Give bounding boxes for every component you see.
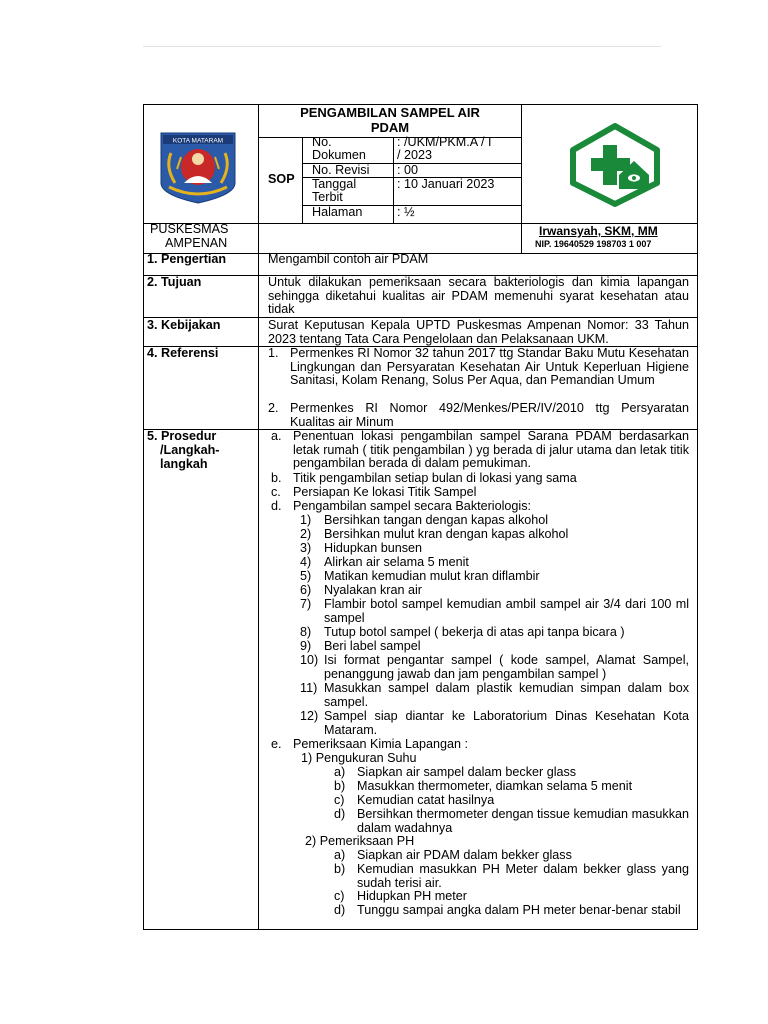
- no-dokumen-label: No.: [312, 135, 332, 149]
- institution-name: PUSKESMAS: [150, 222, 229, 236]
- referensi-item: Permenkes RI Nomor 492/Menkes/PER/IV/2010 ttg Persyaratan Kualitas air Minum: [290, 401, 689, 429]
- crest-caption: KOTA MATARAM: [172, 137, 224, 145]
- prosedur-item: Persiapan Ke lokasi Titik Sampel: [293, 485, 477, 499]
- prosedur-item: Titik pengambilan setiap bulan di lokasi yang sama: [293, 471, 577, 485]
- bakteri-step: Nyalakan kran air: [324, 583, 422, 597]
- kimia-title: Pemeriksaan Kimia Lapangan :: [293, 737, 469, 751]
- bakteri-step: Bersihkan mulut kran dengan kapas alkohol: [324, 527, 569, 541]
- label-pengertian: 1. Pengertian: [147, 252, 227, 266]
- pengertian-text: Mengambil contoh air PDAM: [268, 252, 429, 266]
- puskesmas-logo: [569, 123, 661, 207]
- halaman-label: Halaman: [312, 205, 363, 219]
- bakteri-step: Beri label sampel: [324, 639, 421, 653]
- referensi-item: Permenkes RI Nomor 32 tahun 2017 ttg Standar Baku Mutu Kesehatan Lingkungan dan Persyaratan Kesehatan Air Untuk Keperluan Higiene Sanitasi, Kolam Renang, Solus Per Aqua, dan Pemandian Umum: [290, 346, 689, 388]
- suhu-title: 1) Pengukuran Suhu: [301, 751, 417, 765]
- tanggal-value: : 10 Januari 2023: [397, 177, 495, 191]
- revisi-label: No. Revisi: [312, 163, 370, 177]
- halaman-value: : ½: [397, 205, 415, 219]
- ph-step: Kemudian masukkan PH Meter dalam bekker glass yang sudah terisi air.: [357, 862, 689, 890]
- sop-label: SOP: [268, 172, 295, 186]
- signatory-name: Irwansyah, SKM, MM: [539, 224, 658, 238]
- bakteri-step: Bersihkan tangan dengan kapas alkohol: [324, 513, 549, 527]
- suhu-step: Siapkan air sampel dalam becker glass: [357, 765, 577, 779]
- label-tujuan: 2. Tujuan: [147, 275, 202, 289]
- ph-step: Tunggu sampai angka dalam PH meter benar-benar stabil: [357, 903, 681, 917]
- bakteri-step: Tutup botol sampel ( bekerja di atas api tanpa bicara ): [324, 625, 625, 639]
- ph-title: 2) Pemeriksaan PH: [305, 834, 415, 848]
- ph-step: Hidupkan PH meter: [357, 889, 467, 903]
- kota-mataram-crest: [159, 129, 237, 205]
- ph-step: Siapkan air PDAM dalam bekker glass: [357, 848, 572, 862]
- page-top-rule: [143, 46, 661, 47]
- signatory-nip: NIP. 19640529 198703 1 007: [535, 239, 652, 249]
- suhu-step: Bersihkan thermometer dengan tissue kemudian masukkan dalam wadahnya: [357, 807, 689, 835]
- bakteri-step: Sampel siap diantar ke Laboratorium Dinas Kesehatan Kota Mataram.: [324, 709, 689, 737]
- suhu-step: Kemudian catat hasilnya: [357, 793, 495, 807]
- bakteri-step: Alirkan air selama 5 menit: [324, 555, 469, 569]
- sop-document: KOTA MATARAM PENGAMBILAN SAMPEL AIR PDAM SOP No. Dokumen : /UKM/PKM.A / I / 2023 No. Revisi : 00 Tanggal Terbit : 10 Januari 2023 Halaman : ½ PUSKESMAS AMPENAN Irwansyah, SKM, MM NIP. 19640529 198703 1 007 1. Pengertian 2. Tujuan 3. Kebijakan 4. Referensi 5. Prosedur /Langkah- langkah Mengambil contoh air PDAM Untuk dilakukan pemeriksaan secara bakteriologis dan kimia lapangan sehingga diketahui kualitas air PDAM memenuhi syarat kesehatan atau tidak Surat Keputusan Kepala UPTD Puskesmas Ampenan Nomor: 33 Tahun 2023 tentang Tata Cara Pengelolaan dan Pelaksanaan UKM. 1. Permenkes RI Nomor 32 tahun 2017 ttg Standar Baku Mutu Kesehatan Lingkungan dan Persyaratan Kesehatan Air Untuk Keperluan Higiene Sanitasi, Kolam Renang, Solus Per Aqua, dan Pemandian Umum 2. Permenkes RI Nomor 492/Menkes/PER/IV/2010 ttg Persyaratan Kualitas air Minum a. Penentuan lokasi pengambilan sampel Sarana PDAM berdasarkan letak rumah ( titik pengambilan ) yg berada di jalur utama dan letak titik pengambilan berada di dalam pemukiman. b. Titik pengambilan setiap bulan di lokasi yang sama c. Persiapan Ke lokasi Titik Sampel d. Pengambilan sampel secara Bakteriologis: 1) Bersihkan tangan dengan kapas alkohol 2) Bersihkan mulut kran dengan kapas alkohol 3) Hidupkan bunsen 4) Alirkan air selama 5 menit 5) Matikan kemudian mulut kran diflambir 6) Nyalakan kran air 7) Flambir botol sampel kemudian ambil sampel air 3/4 dari 100 ml sampel 8) Tutup botol sampel ( bekerja di atas api tanpa bicara ) 9) Beri label sampel 10) Isi format pengantar sampel ( kode sampel, Alamat Sampel, penanggung jawab dan jam pengambilan sampel ) 11) Masukkan sampel dalam plastik kemudian simpan dalam box sampel. 12) Sampel siap diantar ke Laboratorium Dinas Kesehatan Kota Mataram. e. Pemeriksaan Kimia Lapangan : 1) Pengukuran Suhu a) Siapkan air sampel dalam becker glass b) Masukkan thermometer, diamkan selama 5 menit c) Kemudian catat hasilnya d) Bersihkan thermometer dengan tissue kemudian masukkan dalam wadahnya 2) Pemeriksaan PH a) Siapkan air PDAM dalam bekker glass b) Kemudian masukkan PH Meter dalam bekker glass yang sudah terisi air. c) Hidupkan PH meter d) Tunggu sampai angka dalam PH meter benar-benar stabil: [143, 104, 698, 930]
- kebijakan-text: Surat Keputusan Kepala UPTD Puskesmas Ampenan Nomor: 33 Tahun 2023 tentang Tata Cara Pengelolaan dan Pelaksanaan UKM.: [268, 318, 689, 346]
- bakteri-step: Hidupkan bunsen: [324, 541, 423, 555]
- doc-title-line1: PENGAMBILAN SAMPEL AIR: [300, 105, 480, 120]
- no-dokumen-value: : /UKM/PKM.A / I: [397, 135, 492, 149]
- label-prosedur: 5. Prosedur: [147, 429, 217, 443]
- tanggal-label: Tanggal: [312, 177, 357, 191]
- prosedur-item: Penentuan lokasi pengambilan sampel Sarana PDAM berdasarkan letak rumah ( titik pengambilan ) yg berada di jalur utama dan letak titik pengambilan berada di dalam pemukiman.: [293, 429, 689, 471]
- bakteri-step: Matikan kemudian mulut kran diflambir: [324, 569, 540, 583]
- label-referensi: 4. Referensi: [147, 346, 219, 360]
- bakteri-step: Isi format pengantar sampel ( kode sampel, Alamat Sampel, penanggung jawab dan jam pengambilan sampel ): [324, 653, 689, 681]
- label-kebijakan: 3. Kebijakan: [147, 318, 221, 332]
- bakteri-step: Flambir botol sampel kemudian ambil sampel air 3/4 dari 100 ml sampel: [324, 597, 689, 625]
- bakteri-step: Masukkan sampel dalam plastik kemudian simpan dalam box sampel.: [324, 681, 689, 709]
- tujuan-text: Untuk dilakukan pemeriksaan secara bakteriologis dan kimia lapangan sehingga diketahui kualitas air PDAM memenuhi syarat kesehatan atau tidak: [268, 275, 689, 317]
- prosedur-item: Pengambilan sampel secara Bakteriologis:: [293, 499, 532, 513]
- suhu-step: Masukkan thermometer, diamkan selama 5 menit: [357, 779, 633, 793]
- doc-title-line2: PDAM: [370, 120, 410, 135]
- revisi-value: : 00: [397, 163, 419, 177]
